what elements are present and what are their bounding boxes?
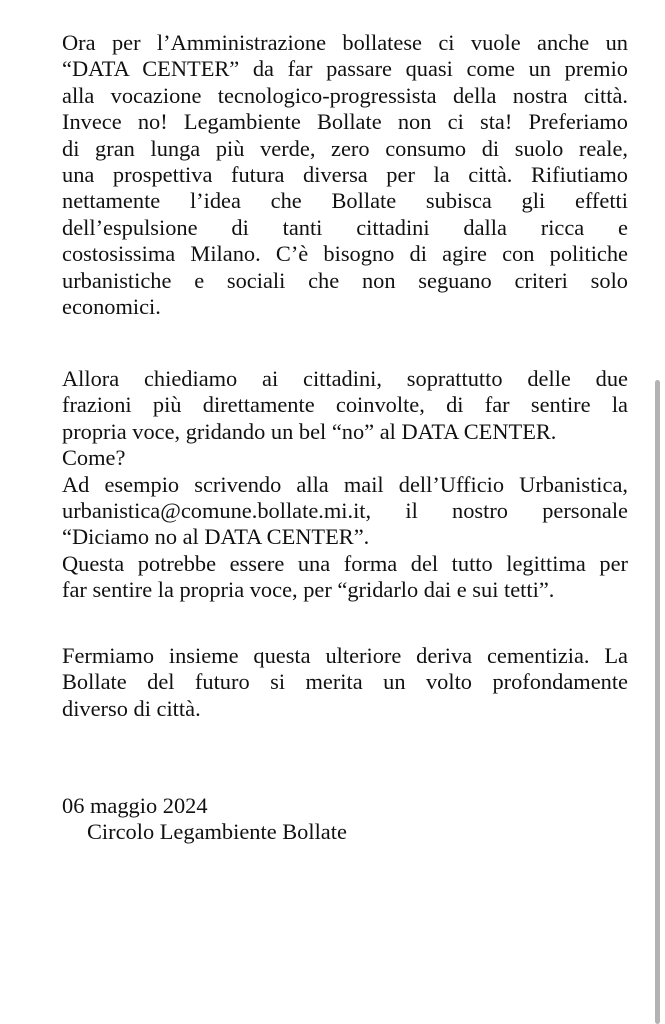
text-line: frazioni più direttamente coinvolte, di far sentire la bbox=[62, 392, 628, 418]
text-line: Bollate del futuro si merita un volto profondamente bbox=[62, 669, 628, 695]
text-line: diverso di città. bbox=[62, 695, 201, 721]
text-line: costosissima Milano. C’è bisogno di agire con politiche bbox=[62, 241, 628, 267]
text-line: “DATA CENTER” da far passare quasi come un premio bbox=[62, 56, 628, 82]
date-text: 06 maggio 2024 bbox=[62, 793, 208, 818]
text-line: dell’espulsione di tanti cittadini dalla ricca e bbox=[62, 214, 628, 240]
vertical-scrollbar[interactable] bbox=[655, 380, 660, 1024]
text-line: urbanistica@comune.bollate.mi.it, il nostro personale bbox=[62, 497, 628, 523]
paragraph-intro bbox=[62, 30, 628, 320]
paragraph-conclusion bbox=[62, 643, 628, 722]
closing-block bbox=[62, 793, 628, 846]
text-line: Allora chiediamo ai cittadini, soprattutto delle due bbox=[62, 366, 628, 391]
text-line: Questa potrebbe essere una forma del tutto legittima per bbox=[62, 550, 628, 576]
text-line: urbanistiche e sociali che non seguano criteri solo bbox=[62, 267, 628, 293]
text-line: Invece no! Legambiente Bollate non ci sta! Preferiamo bbox=[62, 109, 628, 135]
text-line: Fermiamo insieme questa ulteriore deriva cementizia. La bbox=[62, 643, 628, 668]
text-line: propria voce, gridando un bel “no” al DATA CENTER. bbox=[62, 418, 557, 444]
text-line: “Diciamo no al DATA CENTER”. bbox=[62, 524, 370, 550]
text-line: Come? bbox=[62, 445, 126, 471]
text-line: di gran lunga più verde, zero consumo di suolo reale, bbox=[62, 135, 628, 161]
text-line: una prospettiva futura diversa per la città. Rifiutiamo bbox=[62, 161, 628, 187]
text-line: nettamente l’idea che Bollate subisca gli effetti bbox=[62, 188, 628, 214]
paragraph-call-to-action bbox=[62, 366, 628, 604]
text-line: alla vocazione tecnologico-progressista della nostra città. bbox=[62, 82, 628, 108]
signature-text: Circolo Legambiente Bollate bbox=[87, 819, 347, 845]
text-line: far sentire la propria voce, per “gridarlo dai e sui tetti”. bbox=[62, 577, 555, 603]
text-line: Ora per l’Amministrazione bollatese ci vuole anche un bbox=[62, 30, 628, 55]
text-line: economici. bbox=[62, 293, 161, 319]
text-line: Ad esempio scrivendo alla mail dell’Ufficio Urbanistica, bbox=[62, 471, 628, 497]
